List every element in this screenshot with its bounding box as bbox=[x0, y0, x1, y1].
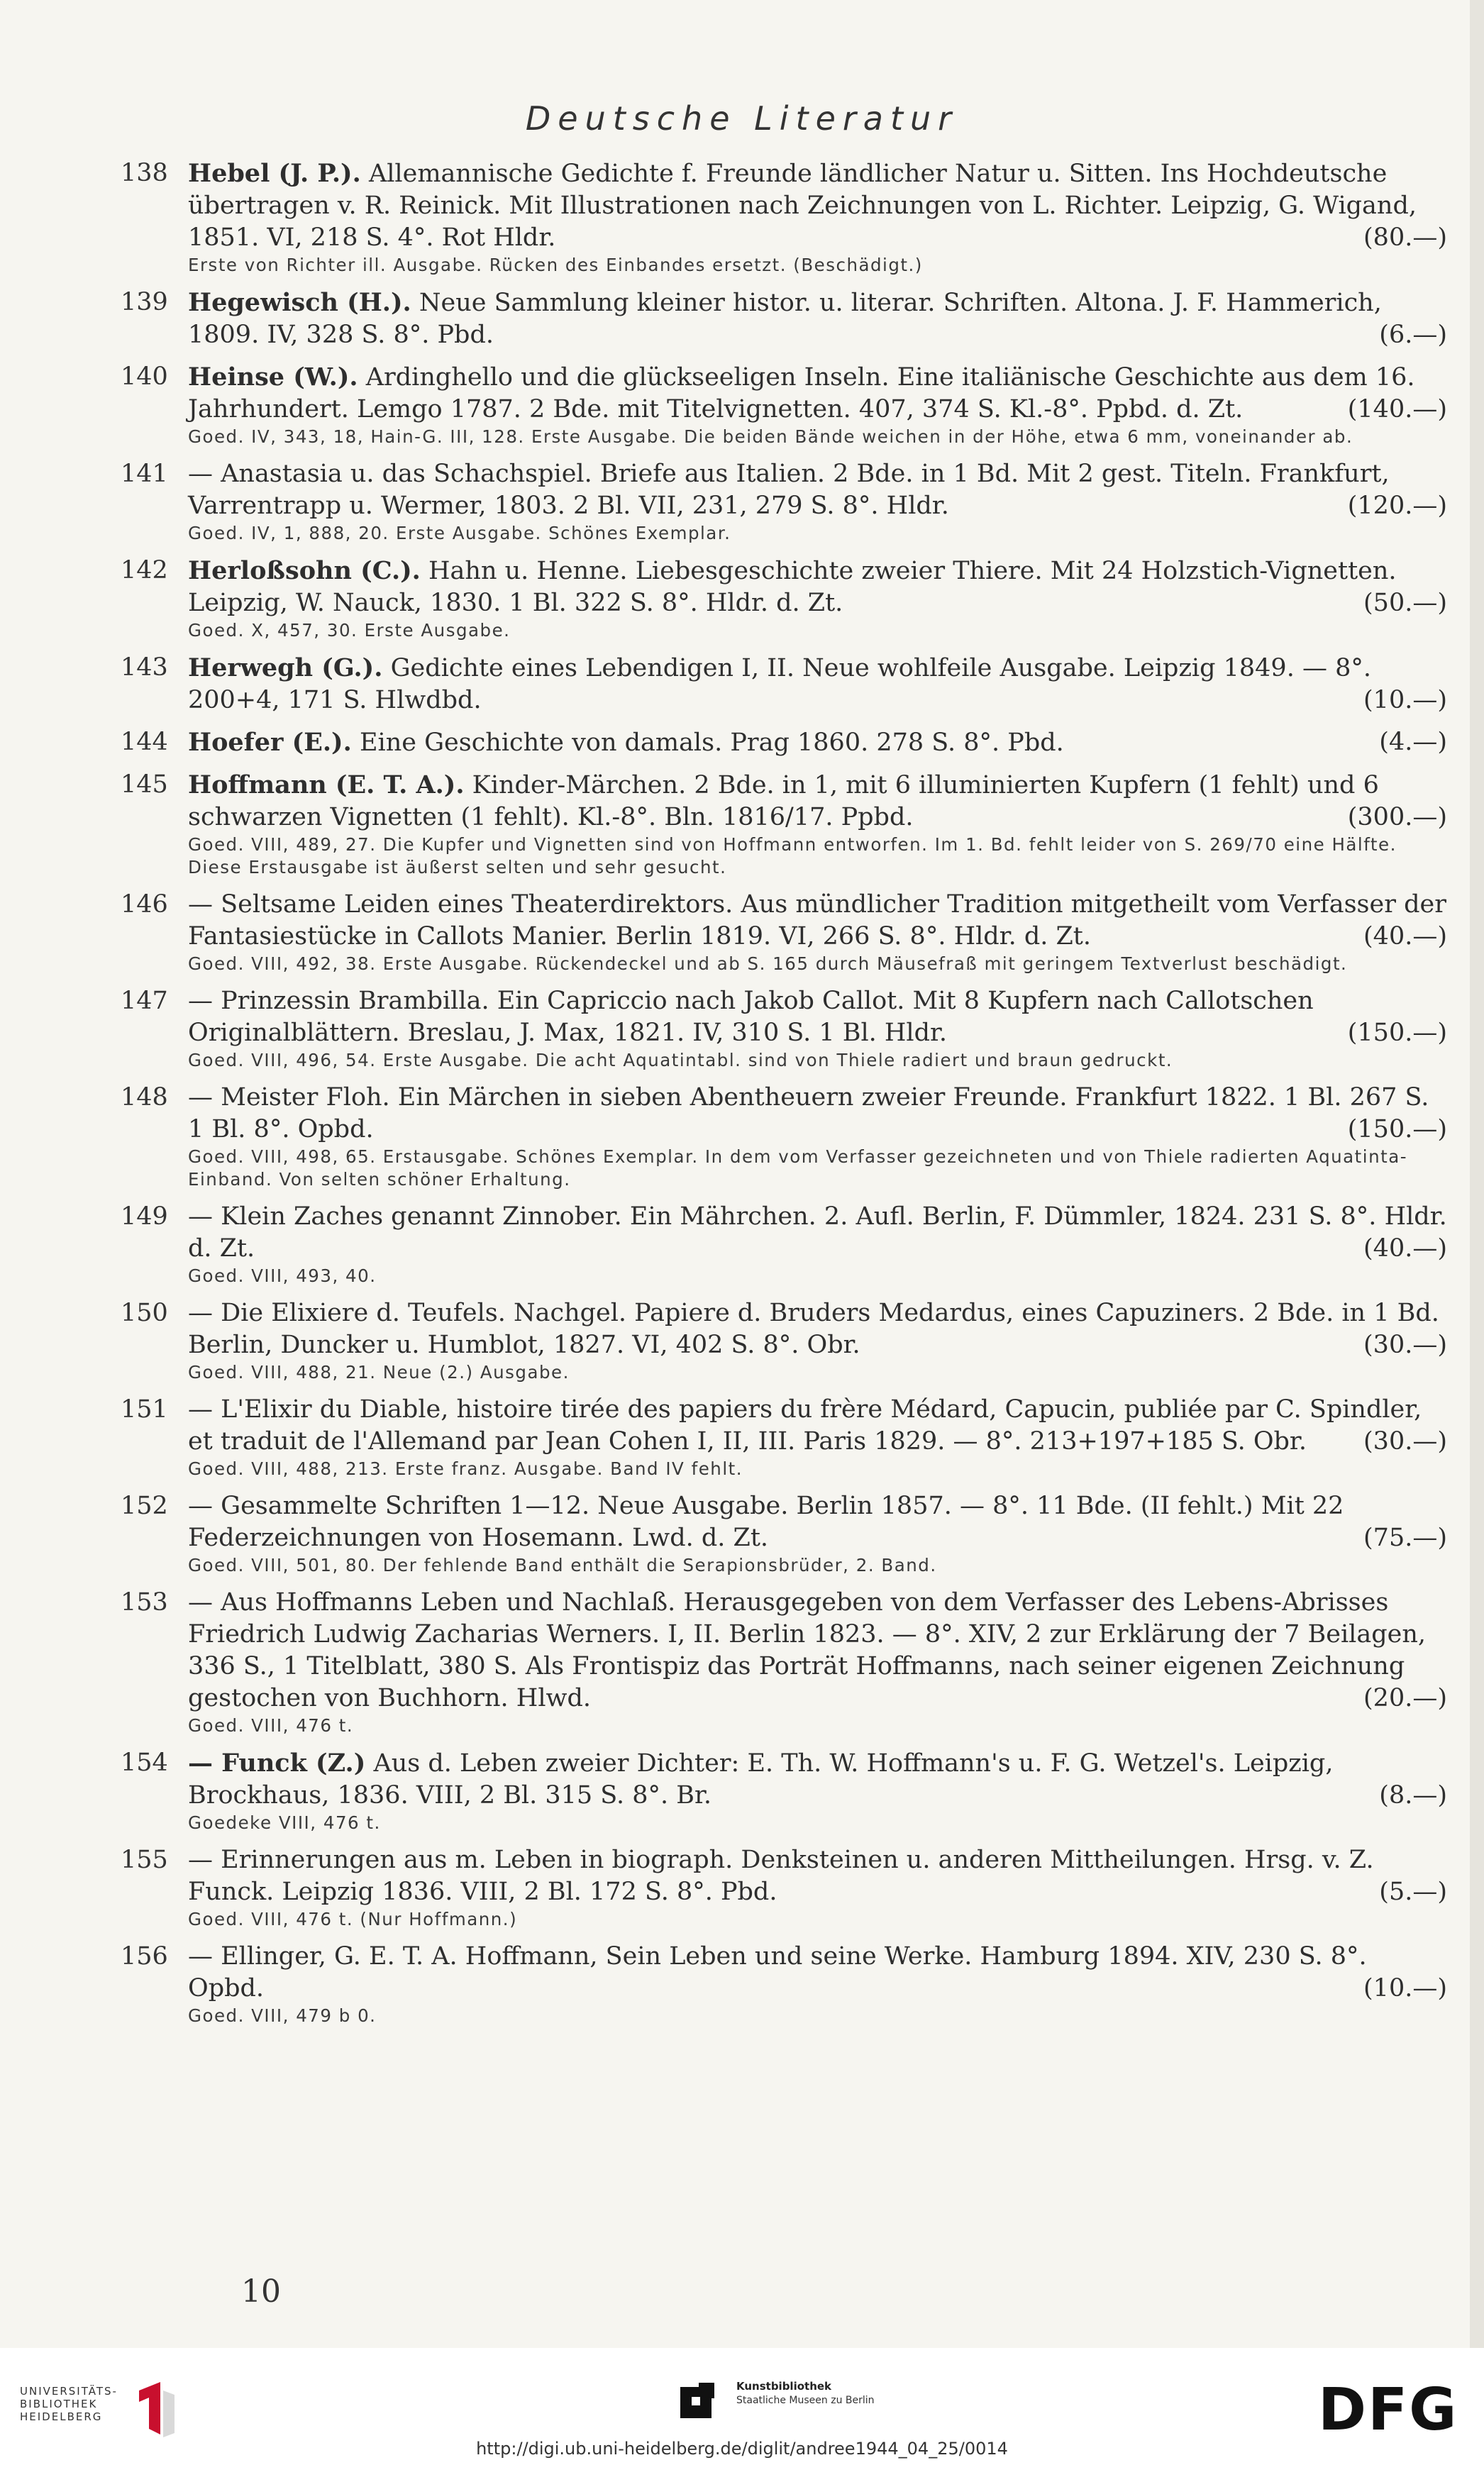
entry-note: Goed. VIII, 479 b 0. bbox=[188, 2005, 377, 2026]
catalog-entry bbox=[121, 1844, 1447, 1931]
entry-number: 141 bbox=[121, 460, 168, 488]
entry-text: — Prinzessin Brambilla. Ein Capriccio nach Jakob Callot. Mit 8 Kupfern nach Callotschen Originalblättern. Breslau, J. Max, 1821. IV, 310 S. 1 Bl. Hldr. bbox=[188, 987, 1314, 1047]
entry-author: Hoffmann (E. T. A.). bbox=[188, 770, 465, 799]
entry-price: (80.—) bbox=[1363, 223, 1447, 252]
entry-note: Goed. X, 457, 30. Erste Ausgabe. bbox=[188, 620, 511, 641]
entry-number: 138 bbox=[121, 159, 168, 187]
entry-price: (40.—) bbox=[1363, 922, 1447, 951]
entry-note: Goed. VIII, 492, 38. Erste Ausgabe. Rückendeckel und ab S. 165 durch Mäusefraß mit geringem Textverlust beschädigt. bbox=[188, 953, 1348, 974]
entry-description bbox=[188, 1297, 1447, 1361]
entry-author: Hebel (J. P.). bbox=[188, 159, 361, 188]
entry-price: (10.—) bbox=[1363, 1974, 1447, 2003]
entry-description bbox=[188, 1201, 1447, 1265]
entry-price: (75.—) bbox=[1363, 1524, 1447, 1552]
entry-author: Hoefer (E.). bbox=[188, 728, 352, 757]
entry-description bbox=[188, 1082, 1447, 1146]
entry-author: Herwegh (G.). bbox=[188, 653, 383, 682]
entry-text: Eine Geschichte von damals. Prag 1860. 278 S. 8°. Pbd. bbox=[359, 729, 1064, 757]
entry-text: — Klein Zaches genannt Zinnober. Ein Mährchen. 2. Aufl. Berlin, F. Dümmler, 1824. 231 S. 8°. Hldr. d. Zt. bbox=[188, 1202, 1447, 1263]
catalog-entry bbox=[121, 1082, 1447, 1191]
entry-price: (140.—) bbox=[1347, 395, 1447, 423]
entry-note: Goed. VIII, 493, 40. bbox=[188, 1265, 377, 1286]
catalog-entry bbox=[121, 1201, 1447, 1287]
entry-text: — Die Elixiere d. Teufels. Nachgel. Papiere d. Bruders Medardus, eines Capuziners. 2 Bde. in 1 Bd. Berlin, Duncker u. Humblot, 1827. VI, 402 S. 8°. Obr. bbox=[188, 1299, 1439, 1359]
entry-note: Goed. VIII, 488, 213. Erste franz. Ausgabe. Band IV fehlt. bbox=[188, 1458, 743, 1479]
entry-price: (150.—) bbox=[1347, 1019, 1447, 1047]
entry-number: 150 bbox=[121, 1299, 168, 1327]
entry-description bbox=[188, 1844, 1447, 1908]
catalog-entry bbox=[121, 287, 1447, 351]
entry-description bbox=[188, 555, 1447, 619]
entry-price: (4.—) bbox=[1379, 728, 1447, 756]
catalog-entry bbox=[121, 1941, 1447, 2027]
source-url[interactable]: http://digi.ub.uni-heidelberg.de/diglit/andree1944_04_25/0014 bbox=[476, 2439, 1008, 2459]
university-line-2: BIBLIOTHEK bbox=[20, 2398, 98, 2410]
entry-number: 142 bbox=[121, 556, 168, 585]
entry-text: — Gesammelte Schriften 1—12. Neue Ausgabe. Berlin 1857. — 8°. 11 Bde. (II fehlt.) Mit 22 Federzeichnungen von Hosemann. Lwd. d. Zt. bbox=[188, 1492, 1344, 1552]
catalog-entry bbox=[121, 458, 1447, 545]
entry-note: Goed. VIII, 476 t. bbox=[188, 1715, 354, 1736]
entry-number: 156 bbox=[121, 1942, 168, 1971]
entry-price: (20.—) bbox=[1363, 1684, 1447, 1712]
university-logo bbox=[132, 2376, 182, 2440]
entry-note: Goed. VIII, 489, 27. Die Kupfer und Vignetten sind von Hoffmann entworfen. Im 1. Bd. fehlt leider von S. 269/70 eine Hälfte. Diese Erstausgabe ist äußerst selten und sehr gesucht. bbox=[188, 834, 1397, 877]
entry-number: 154 bbox=[121, 1749, 168, 1777]
entry-description bbox=[188, 985, 1447, 1049]
university-line-3: HEIDELBERG bbox=[20, 2410, 103, 2423]
catalog-entries bbox=[121, 157, 1447, 2037]
entry-author: Heinse (W.). bbox=[188, 362, 358, 392]
catalog-entry bbox=[121, 652, 1447, 716]
entry-price: (6.—) bbox=[1379, 321, 1447, 349]
entry-number: 140 bbox=[121, 362, 168, 391]
university-library-name bbox=[20, 2385, 118, 2423]
entry-number: 153 bbox=[121, 1588, 168, 1617]
entry-description bbox=[188, 1941, 1447, 2005]
entry-description bbox=[188, 1394, 1447, 1458]
entry-number: 146 bbox=[121, 890, 168, 919]
entry-description bbox=[188, 458, 1447, 522]
entry-number: 143 bbox=[121, 653, 168, 682]
entry-note: Goed. IV, 1, 888, 20. Erste Ausgabe. Schönes Exemplar. bbox=[188, 523, 731, 543]
entry-text: Neue Sammlung kleiner histor. u. literar. Schriften. Altona. J. F. Hammerich, 1809. IV, 328 S. 8°. Pbd. bbox=[188, 289, 1382, 349]
entry-note: Goed. VIII, 498, 65. Erstausgabe. Schönes Exemplar. In dem vom Verfasser gezeichneten und von Thiele radierten Aquatinta-Einband. Von selten schöner Erhaltung. bbox=[188, 1146, 1408, 1190]
dfg-logo: DFG bbox=[1318, 2376, 1458, 2444]
entry-price: (30.—) bbox=[1363, 1427, 1447, 1456]
entry-note: Erste von Richter ill. Ausgabe. Rücken des Einbandes ersetzt. (Beschädigt.) bbox=[188, 255, 923, 275]
entry-text: Aus d. Leben zweier Dichter: E. Th. W. Hoffmann's u. F. G. Wetzel's. Leipzig, Brockhaus, 1836. VIII, 2 Bl. 315 S. 8°. Br. bbox=[188, 1749, 1334, 1810]
catalog-entry bbox=[121, 985, 1447, 1072]
entry-description bbox=[188, 889, 1447, 953]
catalog-entry bbox=[121, 889, 1447, 975]
entry-note: Goed. VIII, 496, 54. Erste Ausgabe. Die acht Aquatintabl. sind von Thiele radiert und braun gedruckt. bbox=[188, 1050, 1173, 1070]
entry-number: 147 bbox=[121, 987, 168, 1015]
entry-price: (5.—) bbox=[1379, 1878, 1447, 1906]
entry-price: (10.—) bbox=[1363, 686, 1447, 714]
entry-description bbox=[188, 1587, 1447, 1715]
entry-note: Goed. IV, 343, 18, Hain-G. III, 128. Erste Ausgabe. Die beiden Bände weichen in der Höhe, etwa 6 mm, voneinander ab. bbox=[188, 426, 1353, 447]
catalog-entry bbox=[121, 1297, 1447, 1384]
entry-description bbox=[188, 769, 1447, 833]
page-edge bbox=[1470, 0, 1484, 2348]
entry-note: Goed. VIII, 488, 21. Neue (2.) Ausgabe. bbox=[188, 1362, 570, 1383]
catalog-entry bbox=[121, 1747, 1447, 1834]
entry-number: 145 bbox=[121, 770, 168, 799]
entry-author: Herloßsohn (C.). bbox=[188, 556, 421, 585]
catalog-entry bbox=[121, 555, 1447, 642]
entry-text: — Meister Floh. Ein Märchen in sieben Abentheuern zweier Freunde. Frankfurt 1822. 1 Bl. 267 S. 1 Bl. 8°. Opbd. bbox=[188, 1083, 1429, 1143]
kunstbibliothek-name: Kunstbibliothek bbox=[736, 2380, 832, 2393]
entry-number: 139 bbox=[121, 288, 168, 316]
entry-description bbox=[188, 361, 1447, 426]
entry-note: Goed. VIII, 476 t. (Nur Hoffmann.) bbox=[188, 1909, 518, 1929]
entry-text: Ardinghello und die glückseeligen Inseln. Eine italiänische Geschichte aus dem 16. Jahrhundert. Lemgo 1787. 2 Bde. mit Titelvignetten. 407, 374 S. Kl.-8°. Ppbd. d. Zt. bbox=[188, 363, 1415, 423]
entry-text: Allemannische Gedichte f. Freunde ländlicher Natur u. Sitten. Ins Hochdeutsche übertragen v. R. Reinick. Mit Illustrationen nach Zeichnungen von L. Richter. Leipzig, G. Wigand, 1851. VI, 218 S. 4°. Rot Hldr. bbox=[188, 160, 1417, 252]
entry-number: 151 bbox=[121, 1395, 168, 1424]
entry-author: Hegewisch (H.). bbox=[188, 288, 411, 317]
entry-note: Goed. VIII, 501, 80. Der fehlende Band enthält die Serapionsbrüder, 2. Band. bbox=[188, 1555, 937, 1575]
entry-description bbox=[188, 157, 1447, 254]
page-number: 10 bbox=[241, 2273, 281, 2310]
entry-number: 144 bbox=[121, 728, 168, 756]
entry-price: (50.—) bbox=[1363, 589, 1447, 617]
entry-description bbox=[188, 652, 1447, 716]
entry-text: — Aus Hoffmanns Leben und Nachlaß. Herausgegeben von dem Verfasser des Lebens-Abrisses Friedrich Ludwig Zacharias Werners. I, II. Berlin 1823. — 8°. XIV, 2 zur Erklärung der 7 Beilagen, 336 S., 1 Titelblatt, 380 S. Als Frontispiz das Porträt Hoffmanns, nach seiner eigenen Zeichnung gestochen von Buchhorn. Hlwd. bbox=[188, 1588, 1427, 1712]
kunstbibliothek-logo bbox=[677, 2380, 720, 2422]
entry-number: 149 bbox=[121, 1202, 168, 1231]
entry-author: — Funck (Z.) bbox=[188, 1749, 366, 1778]
entry-description bbox=[188, 1490, 1447, 1554]
entry-text: Hahn u. Henne. Liebesgeschichte zweier Thiere. Mit 24 Holzstich-Vignetten. Leipzig, W. Nauck, 1830. 1 Bl. 322 S. 8°. Hldr. d. Zt. bbox=[188, 557, 1397, 617]
entry-description bbox=[188, 1747, 1447, 1812]
catalog-entry bbox=[121, 1394, 1447, 1480]
entry-text: — Anastasia u. das Schachspiel. Briefe aus Italien. 2 Bde. in 1 Bd. Mit 2 gest. Titeln. Frankfurt, Varrentrapp u. Wermer, 1803. 2 Bl. VII, 231, 279 S. 8°. Hldr. bbox=[188, 460, 1390, 520]
entry-description bbox=[188, 726, 1447, 759]
catalog-entry bbox=[121, 361, 1447, 448]
footer-bar bbox=[0, 2348, 1484, 2465]
entry-price: (150.—) bbox=[1347, 1115, 1447, 1143]
catalog-entry bbox=[121, 1587, 1447, 1737]
catalog-entry bbox=[121, 157, 1447, 277]
page-header-title: Deutsche Literatur bbox=[525, 99, 959, 138]
catalog-entry bbox=[121, 1490, 1447, 1577]
entry-number: 155 bbox=[121, 1846, 168, 1874]
university-line-1: UNIVERSITÄTS- bbox=[20, 2385, 118, 2398]
entry-description bbox=[188, 287, 1447, 351]
entry-price: (30.—) bbox=[1363, 1331, 1447, 1359]
entry-text: — L'Elixir du Diable, histoire tirée des papiers du frère Médard, Capucin, publiée par C. Spindler, et traduit de l'Allemand par Jean Cohen I, II, III. Paris 1829. — 8°. 213+197+185 S. Obr. bbox=[188, 1395, 1422, 1456]
entry-text: Gedichte eines Lebendigen I, II. Neue wohlfeile Ausgabe. Leipzig 1849. — 8°. 200+4, 171 S. Hlwdbd. bbox=[188, 654, 1371, 714]
catalog-entry bbox=[121, 726, 1447, 759]
entry-price: (120.—) bbox=[1347, 492, 1447, 520]
entry-price: (300.—) bbox=[1347, 803, 1447, 831]
kunstbibliothek-subtitle: Staatliche Museen zu Berlin bbox=[736, 2395, 875, 2406]
entry-number: 148 bbox=[121, 1083, 168, 1112]
catalog-entry bbox=[121, 769, 1447, 879]
entry-note: Goedeke VIII, 476 t. bbox=[188, 1812, 381, 1833]
entry-text: — Erinnerungen aus m. Leben in biograph. Denksteinen u. anderen Mittheilungen. Hrsg. v. Z. Funck. Leipzig 1836. VIII, 2 Bl. 172 S. 8°. Pbd. bbox=[188, 1846, 1374, 1906]
entry-number: 152 bbox=[121, 1492, 168, 1520]
entry-text: Kinder-Märchen. 2 Bde. in 1, mit 6 illuminierten Kupfern (1 fehlt) und 6 schwarzen Vignetten (1 fehlt). Kl.-8°. Bln. 1816/17. Ppbd. bbox=[188, 771, 1379, 831]
entry-price: (8.—) bbox=[1379, 1781, 1447, 1810]
entry-price: (40.—) bbox=[1363, 1234, 1447, 1263]
entry-text: — Seltsame Leiden eines Theaterdirektors. Aus mündlicher Tradition mitgetheilt vom Verfasser der Fantasiestücke in Callots Manier. Berlin 1819. VI, 266 S. 8°. Hldr. d. Zt. bbox=[188, 890, 1446, 951]
entry-text: — Ellinger, G. E. T. A. Hoffmann, Sein Leben und seine Werke. Hamburg 1894. XIV, 230 S. 8°. Opbd. bbox=[188, 1942, 1367, 2003]
